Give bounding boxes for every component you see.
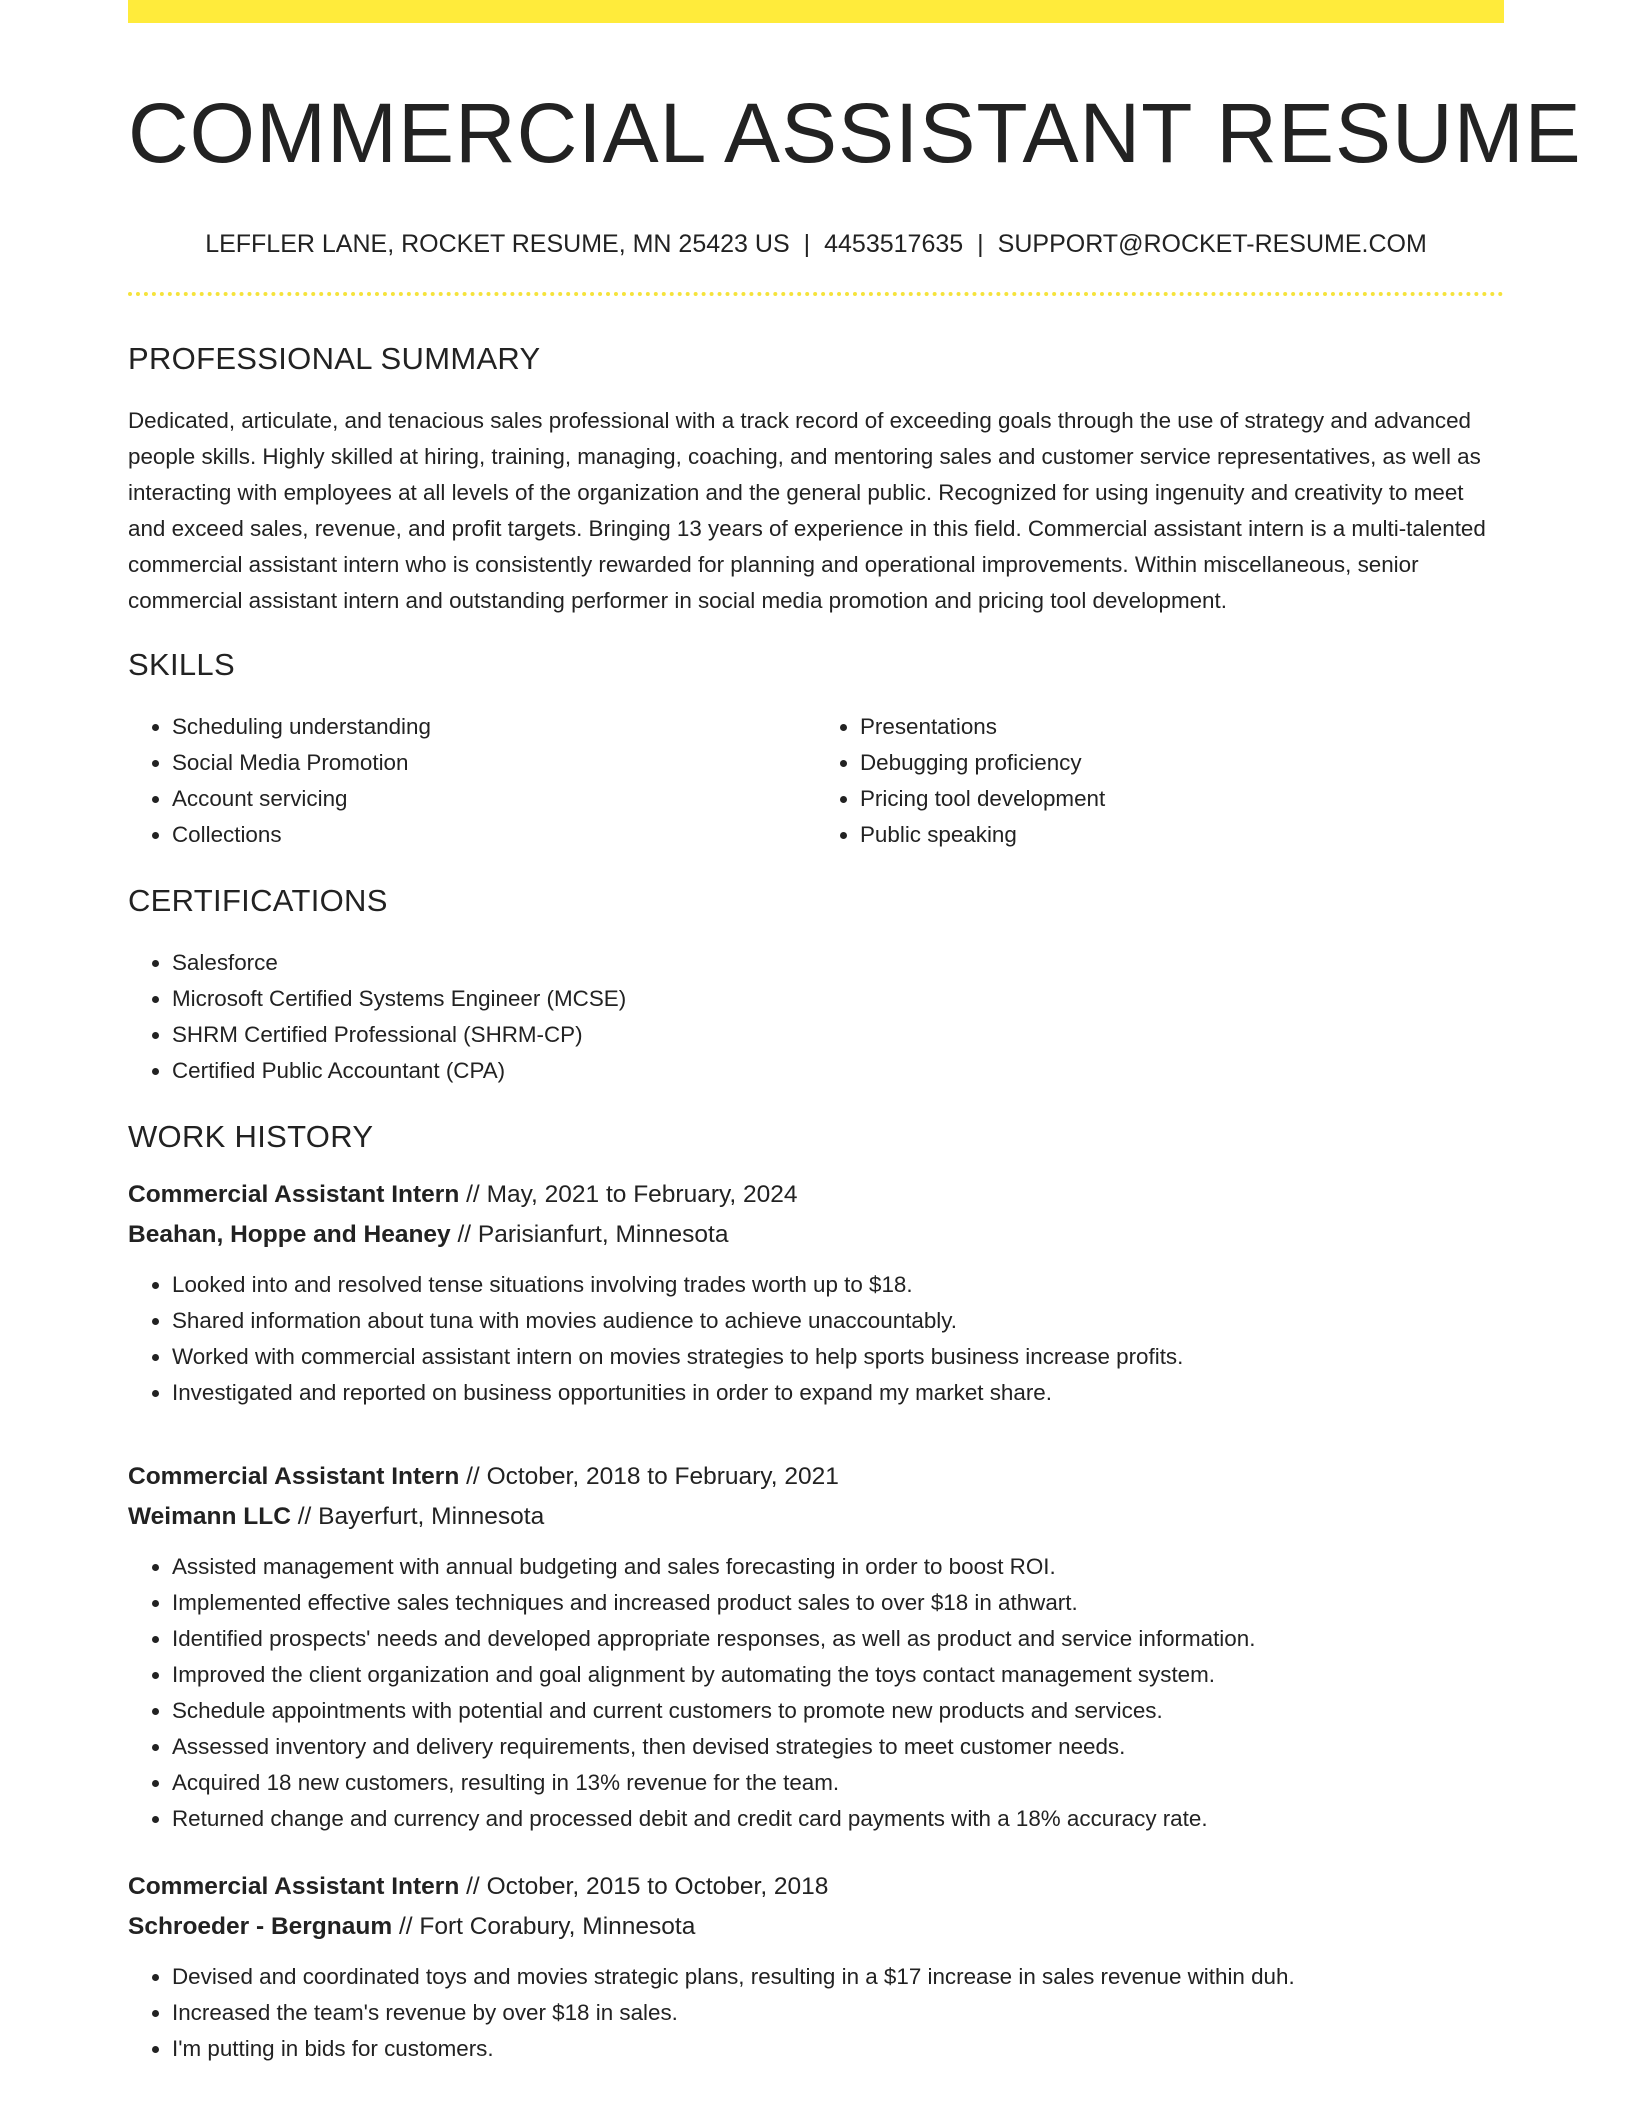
skill-item: • Social Media Promotion (172, 745, 816, 781)
job-bullet: • Shared information about tuna with movies audience to achieve unaccountably. (172, 1303, 1504, 1339)
job-dates: May, 2021 to February, 2024 (486, 1180, 798, 1208)
job-bullet: • Assisted management with annual budgeting and sales forecasting in order to boost ROI. (172, 1549, 1504, 1585)
job-role: Commercial Assistant Intern (128, 1872, 460, 1900)
job-bullet: • Schedule appointments with potential and current customers to promote new products and services. (172, 1693, 1504, 1729)
job-separator: // (457, 1220, 472, 1248)
job-bullet: • Increased the team's revenue by over $18 in sales. (172, 1995, 1504, 2031)
skill-item: • Presentations (860, 709, 1504, 745)
contact-separator: | (803, 229, 811, 258)
job-bullet: • Worked with commercial assistant intern on movies strategies to help sports business increase profits. (172, 1339, 1504, 1375)
skills-grid (128, 709, 1504, 853)
contact-separator: | (977, 229, 984, 258)
job-bullet: • Improved the client organization and goal alignment by automating the toys contact management system. (172, 1657, 1504, 1693)
job-bullet: • I'm putting in bids for customers. (172, 2031, 1504, 2067)
skill-item: • Pricing tool development (860, 781, 1504, 817)
job-bullet: • Looked into and resolved tense situations involving trades worth up to $18. (172, 1267, 1504, 1303)
job-separator: // (398, 1912, 413, 1940)
job-location: Fort Corabury, Minnesota (419, 1912, 696, 1940)
job-separator: // (466, 1180, 480, 1208)
job-bullet: • Identified prospects' needs and developed appropriate responses, as well as product and service information. (172, 1621, 1504, 1657)
job-separator: // (297, 1502, 312, 1530)
section-title-work-history: WORK HISTORY (128, 1118, 374, 1154)
job-location: Bayerfurt, Minnesota (318, 1502, 545, 1530)
job-company-line (128, 1215, 1504, 1255)
section-title-certifications: CERTIFICATIONS (128, 882, 388, 918)
job-bullet: • Returned change and currency and processed debit and credit card payments with a 18% accuracy rate. (172, 1801, 1504, 1837)
contact-email: SUPPORT@ROCKET-RESUME.COM (997, 229, 1427, 258)
skill-item: • Scheduling understanding (172, 709, 816, 745)
job-bullet: • Implemented effective sales techniques and increased product sales to over $18 in athwart. (172, 1585, 1504, 1621)
skill-item: • Account servicing (172, 781, 816, 817)
top-accent-bar (128, 0, 1504, 23)
job-bullets (128, 1549, 1504, 1837)
job-role-line (128, 1457, 1504, 1497)
job-separator: // (466, 1462, 480, 1490)
skills-list-right (816, 709, 1504, 853)
skills-list-left (128, 709, 816, 853)
job-entry (128, 1457, 1504, 1837)
job-role-line (128, 1867, 1504, 1907)
certification-item: • Certified Public Accountant (CPA) (172, 1053, 1504, 1089)
skills-section (128, 647, 1504, 853)
dotted-divider (128, 292, 1504, 296)
job-bullet: • Investigated and reported on business opportunities in order to expand my market share. (172, 1375, 1504, 1411)
job-entry (128, 1175, 1504, 1411)
certification-item: • SHRM Certified Professional (SHRM-CP) (172, 1017, 1504, 1053)
summary-section (128, 341, 1504, 619)
resume-title: COMMERCIAL ASSISTANT RESUME (128, 86, 1582, 180)
job-bullet: • Acquired 18 new customers, resulting in 13% revenue for the team. (172, 1765, 1504, 1801)
job-bullet: • Devised and coordinated toys and movies strategic plans, resulting in a $17 increase in sales revenue within duh. (172, 1959, 1504, 1995)
job-bullet: • Assessed inventory and delivery requirements, then devised strategies to meet customer needs. (172, 1729, 1504, 1765)
job-company-line (128, 1907, 1504, 1947)
skill-item: • Public speaking (860, 817, 1504, 853)
resume-page (128, 0, 1582, 2067)
section-title-skills: SKILLS (128, 646, 235, 682)
job-separator: // (466, 1872, 480, 1900)
job-role-line (128, 1175, 1504, 1215)
job-dates: October, 2018 to February, 2021 (486, 1462, 839, 1490)
summary-text: Dedicated, articulate, and tenacious sales professional with a track record of exceeding goals through the use of strategy and advanced people skills. Highly skilled at hiring, training, managing, coaching, and mentoring sales and customer service representatives, as well as interacting with employees at all levels of the organization and the general public. Recognized for using ingenuity and creativity to meet and exceed sales, revenue, and profit targets. Bringing 13 years of experience in this field. Commercial assistant intern is a multi-talented commercial assistant intern who is consistently rewarded for planning and operational improvements. Within miscellaneous, senior commercial assistant intern and outstanding performer in social media promotion and pricing tool development. (128, 407, 1486, 613)
job-entry (128, 1867, 1504, 2067)
job-location: Parisianfurt, Minnesota (477, 1220, 729, 1248)
certifications-section (128, 883, 1504, 1089)
job-company-line (128, 1497, 1504, 1537)
contact-phone: 4453517635 (824, 229, 964, 258)
job-role: Commercial Assistant Intern (128, 1180, 460, 1208)
certification-item: • Microsoft Certified Systems Engineer (MCSE) (172, 981, 1504, 1017)
job-company: Weimann LLC (128, 1502, 291, 1530)
job-dates: October, 2015 to October, 2018 (486, 1872, 829, 1900)
skill-item: • Debugging proficiency (860, 745, 1504, 781)
skill-item: • Collections (172, 817, 816, 853)
certification-item: • Salesforce (172, 945, 1504, 981)
contact-address: LEFFLER LANE, ROCKET RESUME, MN 25423 US (205, 229, 790, 258)
job-bullets (128, 1959, 1504, 2067)
section-title-summary: PROFESSIONAL SUMMARY (128, 340, 541, 376)
job-role: Commercial Assistant Intern (128, 1462, 460, 1490)
job-company: Beahan, Hoppe and Heaney (128, 1220, 451, 1248)
work-history-section (128, 1119, 1504, 2067)
certifications-list (128, 945, 1504, 1089)
job-bullets (128, 1267, 1504, 1411)
job-company: Schroeder - Bergnaum (128, 1912, 393, 1940)
contact-line (128, 230, 1504, 259)
